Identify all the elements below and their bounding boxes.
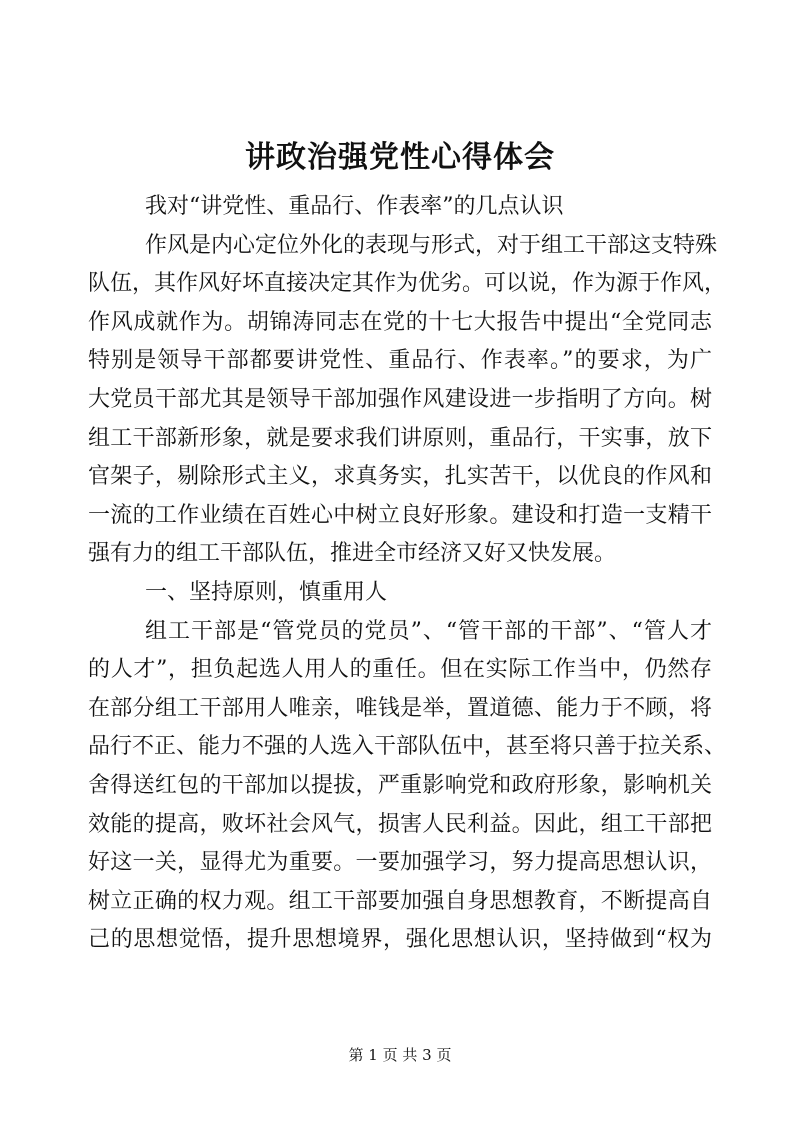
paragraph-2-line-6: 效能的提高，败坏社会风气，损害人民利益。因此，组工干部把 bbox=[88, 811, 712, 837]
paragraph-2-line-8: 树立正确的权力观。组工干部要加强自身思想教育，不断提高自 bbox=[88, 888, 712, 914]
paragraph-2-line-1: 组工干部是“管党员的党员”、“管干部的干部”、“管人才 bbox=[145, 618, 712, 644]
paragraph-2-line-5: 舍得送红包的干部加以提拔，严重影响党和政府形象，影响机关 bbox=[88, 772, 712, 798]
paragraph-1-line-7: 官架子，剔除形式主义，求真务实，扎实苦干，以优良的作风和 bbox=[88, 464, 712, 490]
paragraph-2-line-9: 己的思想觉悟，提升思想境界，强化思想认识，坚持做到“权为 bbox=[88, 927, 712, 953]
paragraph-1-line-1: 作风是内心定位外化的表现与形式，对于组工干部这支特殊 bbox=[145, 232, 718, 258]
paragraph-1-line-6: 组工干部新形象，就是要求我们讲原则，重品行，干实事，放下 bbox=[88, 425, 712, 451]
page-number-footer: 第 1 页 共 3 页 bbox=[348, 1046, 452, 1064]
paragraph-1-line-3: 作风成就作为。胡锦涛同志在党的十七大报告中提出“全党同志 bbox=[88, 309, 712, 335]
document-body bbox=[88, 188, 727, 960]
paragraph-1-line-4: 特别是领导干部都要讲党性、重品行、作表率。”的要求，为广 bbox=[88, 348, 712, 374]
section-1-heading: 一、坚持原则，慎重用人 bbox=[145, 579, 388, 605]
paragraph-1-line-8: 一流的工作业绩在百姓心中树立良好形象。建设和打造一支精干 bbox=[88, 502, 712, 528]
subtitle-line: 我对“讲党性、重品行、作表率”的几点认识 bbox=[145, 194, 564, 219]
paragraph-2-line-3: 在部分组工干部用人唯亲，唯钱是举，置道德、能力于不顾，将 bbox=[88, 695, 712, 721]
document-title: 讲政治强党性心得体会 bbox=[245, 140, 555, 175]
paragraph-2-line-2: 的人才”，担负起选人用人的重任。但在实际工作当中，仍然存 bbox=[88, 657, 712, 683]
paragraph-1-line-9: 强有力的组工干部队伍，推进全市经济又好又快发展。 bbox=[88, 541, 617, 567]
paragraph-1-line-2: 队伍，其作风好坏直接决定其作为优劣。可以说，作为源于作风， bbox=[88, 271, 727, 297]
paragraph-2-line-4: 品行不正、能力不强的人选入干部队伍中，甚至将只善于拉关系、 bbox=[88, 734, 727, 760]
paragraph-2-line-7: 好这一关，显得尤为重要。一要加强学习，努力提高思想认识， bbox=[88, 850, 712, 876]
paragraph-1-line-5: 大党员干部尤其是领导干部加强作风建设进一步指明了方向。树 bbox=[88, 386, 712, 412]
